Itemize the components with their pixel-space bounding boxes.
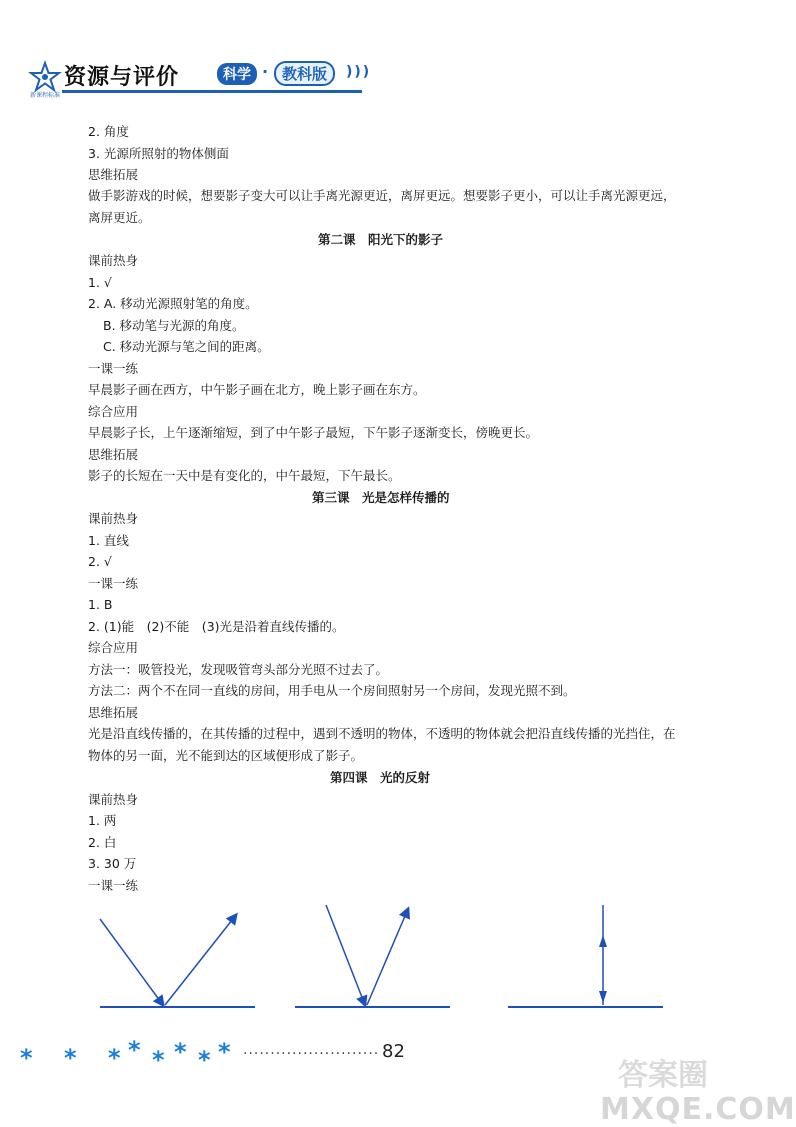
watermark-logo: 答案圈 [618,1058,708,1093]
star-icon: * [198,1046,211,1074]
section-label: 综合应用 [88,640,139,655]
incident-ray [326,905,365,1005]
section-label: 一课一练 [88,576,139,591]
answer-line: 1. √ [88,275,112,290]
reflected-ray [165,915,236,1005]
section-label: 一课一练 [88,361,139,376]
answer-line: 2. (1)能 (2)不能 (3)光是沿着直线传播的。 [88,619,345,634]
star-logo-icon [30,62,60,92]
down-arrow-icon [599,991,607,1003]
watermark-url: MXQE.COM [600,1092,796,1127]
lesson-heading: 第三课 光是怎样传播的 [312,490,450,505]
reflection-diagram-2 [295,905,450,1007]
section-label: 思维拓展 [88,705,139,720]
star-icon: * [174,1038,187,1066]
up-arrow-icon [599,935,607,947]
page-header [12,52,392,102]
reflection-diagram-1 [100,915,255,1007]
answer-line: 做手影游戏的时候，想要影子变大可以让手离光源更近，离屏更远。想要影子更小，可以让手离光源更远， [88,188,676,203]
answer-line: 2. 角度 [88,124,129,139]
book-title: 资源与评价 [64,65,180,90]
answer-line: 物体的另一面，光不能到达的区域便形成了影子。 [88,748,364,763]
edition-badge: 教科版 [274,61,335,86]
star-icon: * [64,1044,77,1072]
subject-badge: 科学 [217,63,257,85]
answer-line: 1. B [88,597,113,612]
answer-line: 光是沿直线传播的，在其传播的过程中，遇到不透明的物体，不透明的物体就会把沿直线传播的光挡住，在 [88,726,676,741]
answer-line: 1. 两 [88,813,117,828]
answer-line: C. 移动光源与笔之间的距离。 [103,339,270,354]
answer-line: 方法一：吸管投光，发现吸管弯头部分光照不过去了。 [88,662,389,677]
star-icon: * [218,1038,231,1066]
answer-line: 3. 30 万 [88,856,137,871]
answer-line: 3. 光源所照射的物体侧面 [88,146,229,161]
decorative-stars [18,1038,248,1074]
answer-line: 1. 直线 [88,533,129,548]
lesson-heading: 第四课 光的反射 [330,770,431,785]
star-icon: * [20,1044,33,1072]
section-label: 综合应用 [88,404,139,419]
section-label: 思维拓展 [88,447,139,462]
answer-line: 方法二：两个不在同一直线的房间，用手电从一个房间照射另一个房间，发现光照不到。 [88,683,576,698]
header-separator: · [262,62,269,81]
answer-line: 2. A. 移动光源照射笔的角度。 [88,296,258,311]
answer-line: 早晨影子长，上午逐渐缩短，到了中午影子最短，下午影子逐渐变长，傍晚更长。 [88,425,539,440]
lesson-heading: 第二课 阳光下的影子 [318,232,444,247]
footer-leader-dots: ························· [243,1046,380,1062]
section-label: 一课一练 [88,878,139,893]
header-chevrons: ))) [346,64,372,80]
reflected-ray [367,909,408,1005]
star-icon: * [108,1044,121,1072]
answer-line: 2. 白 [88,835,117,850]
answer-line: 2. √ [88,554,112,569]
incident-ray [100,919,163,1005]
answer-line: 影子的长短在一天中是有变化的，中午最短，下午最长。 [88,468,401,483]
page-number: 82 [382,1041,405,1062]
reflection-diagrams [0,895,750,1025]
reflection-diagram-3 [508,905,663,1007]
logo-subtitle: 新课程标准 [30,92,61,99]
star-icon: * [152,1046,165,1074]
section-label: 课前热身 [88,511,139,526]
answer-line: 早晨影子画在西方，中午影子画在北方，晚上影子画在东方。 [88,382,426,397]
answer-line: B. 移动笔与光源的角度。 [103,318,245,333]
section-label: 课前热身 [88,253,139,268]
section-label: 思维拓展 [88,167,139,182]
section-label: 课前热身 [88,792,139,807]
answer-line: 离屏更近。 [88,210,151,225]
star-icon: * [128,1036,141,1064]
